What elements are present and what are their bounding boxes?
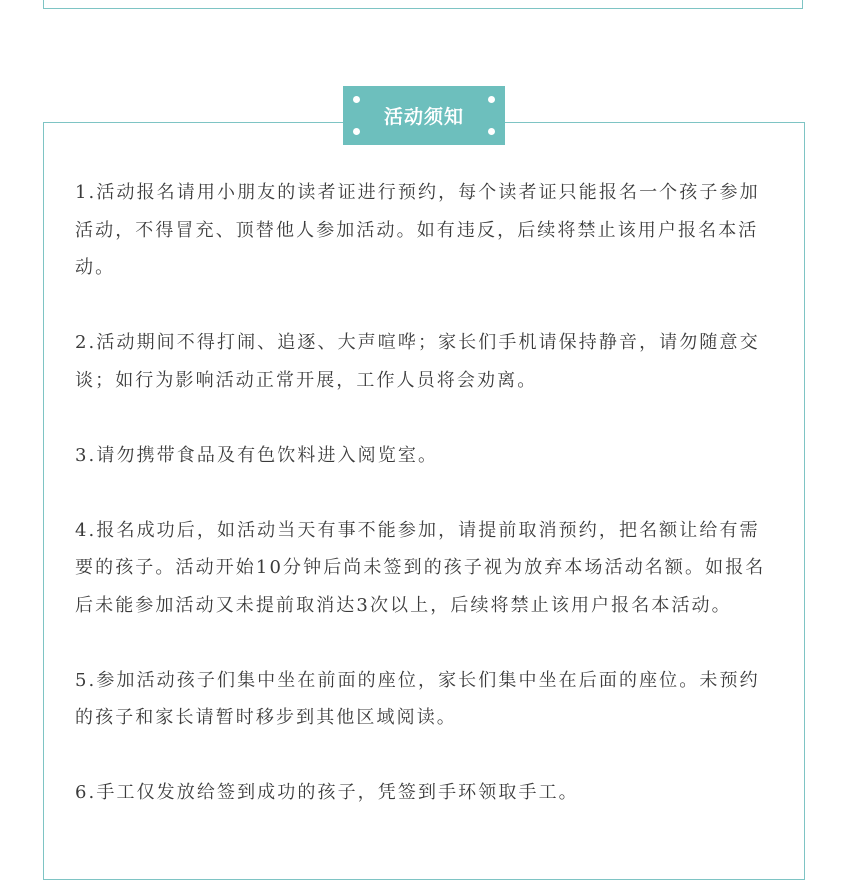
notice-item: 6.手工仅发放给签到成功的孩子，凭签到手环领取手工。: [75, 782, 579, 803]
notice-title: 活动须知: [383, 106, 464, 128]
decor-dot-icon: [488, 128, 495, 135]
notice-item: 3.请勿携带食品及有色饮料进入阅览室。: [75, 444, 439, 466]
notice-item: 1.活动报名请用小朋友的读者证进行预约，每个读者证只能报名一个孩子参加活动，不得冒充、顶替他人参加活动。如有违反，后续将禁止该用户报名本活动。: [75, 182, 760, 278]
notice-title-badge: [343, 86, 505, 145]
previous-section-box: [43, 0, 803, 9]
notice-list: [75, 174, 775, 849]
notice-item: 4.报名成功后，如活动当天有事不能参加，请提前取消预约，把名额让给有需要的孩子。活动开始10分钟后尚未签到的孩子视为放弃本场活动名额。如报名后未能参加活动又未提前取消达3次以上，后续将禁止该用户报名本活动。: [75, 519, 766, 616]
decor-dot-icon: [353, 128, 360, 135]
notice-item: 2.活动期间不得打闹、追逐、大声喧哗；家长们手机请保持静音，请勿随意交谈；如行为影响活动正常开展，工作人员将会劝离。: [75, 332, 760, 391]
decor-dot-icon: [488, 96, 495, 103]
decor-dot-icon: [353, 96, 360, 103]
notice-item: 5.参加活动孩子们集中坐在前面的座位，家长们集中坐在后面的座位。未预约的孩子和家长请暂时移步到其他区域阅读。: [75, 669, 760, 728]
